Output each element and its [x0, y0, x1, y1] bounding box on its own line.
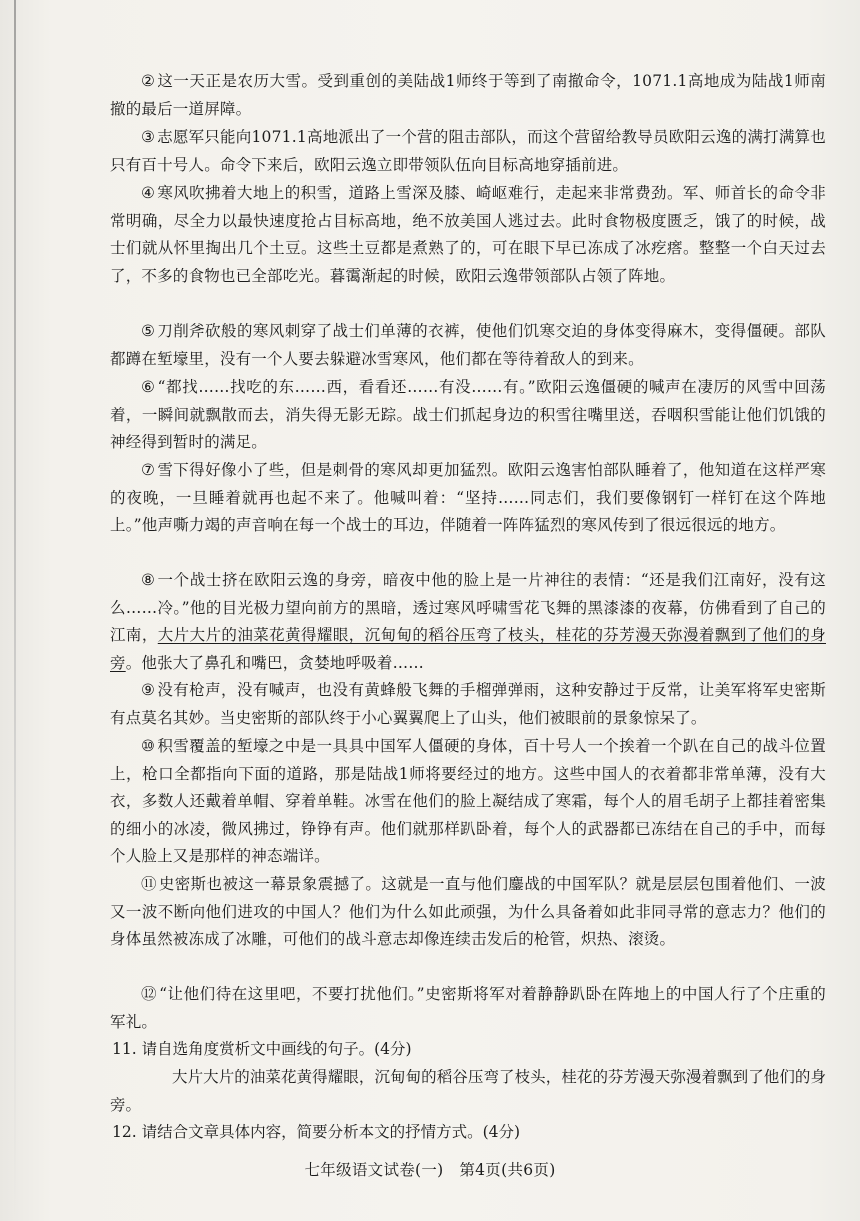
paragraph-text: 志愿军只能向1071.1高地派出了一个营的阻击部队，而这个营留给教导员欧阳云逸的满打满算也只有百十号人。命令下来后，欧阳云逸立即带领队伍向目标高地穿插前进。	[110, 128, 826, 174]
paragraph-text: 雪下得好像小了些，但是刺骨的寒风却更加猛烈。欧阳云逸害怕部队睡着了，他知道在这样严寒的夜晚，一旦睡着就再也起不来了。他喊叫着：“坚持……同志们，我们要像钢钉一样钉在这个阵地上。”他声嘶力竭的声音响在每一个战士的耳边，伴随着一阵阵猛烈的寒风传到了很远很远的地方。	[110, 461, 826, 534]
paragraph-text-before: 一个战士挤在欧阳云逸的身旁，暗夜中他的脸上是一片神往的表情：“还是我们江南好，没有这么……冷。”他的目光极力望向前方的黑暗，透过寒风呼啸雪花飞舞的黑漆漆的夜幕，仿佛看到了自己的江南，	[110, 571, 826, 644]
paragraph-number: ⑫	[141, 985, 158, 1003]
paragraph-3	[110, 124, 826, 179]
paragraph-2	[110, 68, 826, 123]
paragraph-number: ④	[141, 184, 156, 202]
paragraph-text: 刀削斧砍般的寒风刺穿了战士们单薄的衣裤，使他们饥寒交迫的身体变得麻木，变得僵硬。部队都蹲在堑壕里，没有一个人要去躲避冰雪寒风，他们都在等待着敌人的到来。	[110, 322, 826, 368]
paragraph-text: 这一天正是农历大雪。受到重创的美陆战1师终于等到了南撤命令，1071.1高地成为陆战1师南撤的最后一道屏障。	[110, 72, 826, 118]
paragraph-9	[110, 677, 826, 732]
question-11-label: 11. 请自选角度赏析文中画线的句子。(4分)	[112, 1040, 412, 1058]
paragraph-5	[110, 318, 826, 373]
paragraph-number: ⑩	[141, 737, 156, 755]
paragraph-text: 史密斯也被这一幕景象震撼了。这就是一直与他们鏖战的中国军队？就是层层包围着他们、一波又一波不断向他们进攻的中国人？他们为什么如此顽强，为什么具备着如此非同寻常的意志力？他们的身体虽然被冻成了冰雕，可他们的战斗意志却像连续击发后的枪管，炽热、滚烫。	[110, 875, 826, 948]
paragraph-text: 没有枪声，没有喊声，也没有黄蜂般飞舞的手榴弹弹雨，这种安静过于反常，让美军将军史密斯有点莫名其妙。当史密斯的部队终于小心翼翼爬上了山头，他们被眼前的景象惊呆了。	[110, 681, 826, 727]
paragraph-6	[110, 374, 826, 457]
paragraph-number: ⑧	[141, 571, 156, 589]
paragraph-4	[110, 180, 826, 290]
paragraph-text: “都找……找吃的东……西，看看还……有没……有。”欧阳云逸僵硬的喊声在凄厉的风雪中回荡着，一瞬间就飘散而去，消失得无影无踪。战士们抓起身边的积雪往嘴里送，吞咽积雪能让他们饥饿的神经得到暂时的满足。	[110, 378, 826, 451]
paragraph-text: 积雪覆盖的堑壕之中是一具具中国军人僵硬的身体，百十号人一个挨着一个趴在自己的战斗位置上，枪口全都指向下面的道路，那是陆战1师将要经过的地方。这些中国人的衣着都非常单薄，没有大衣，多数人还戴着单帽、穿着单鞋。冰雪在他们的脸上凝结成了寒霜，每个人的眉毛胡子上都挂着密集的细小的冰凌，微风拂过，铮铮有声。他们就那样趴卧着，每个人的武器都已冻结在自己的手中，而每个人脸上又是那样的神态端详。	[110, 737, 826, 865]
paragraph-number: ⑨	[141, 681, 156, 699]
paragraph-text: 寒风吹拂着大地上的积雪，道路上雪深及膝、崎岖难行，走起来非常费劲。军、师首长的命令非常明确，尽全力以最快速度抢占目标高地，绝不放美国人逃过去。此时食物极度匮乏，饿了的时候，战士们就从怀里掏出几个土豆。这些土豆都是煮熟了的，可在眼下早已冻成了冰疙瘩。整整一个白天过去了，不多的食物也已全部吃光。暮霭渐起的时候，欧阳云逸带领部队占领了阵地。	[110, 184, 826, 285]
question-11-quote: 大片大片的油菜花黄得耀眼，沉甸甸的稻谷压弯了枝头，桂花的芬芳漫天弥漫着飘到了他们的身旁。	[110, 1068, 826, 1114]
paragraph-number: ②	[141, 72, 156, 90]
paragraph-11	[110, 871, 826, 954]
paragraph-text-after: 。他张大了鼻孔和嘴巴，贪婪地呼吸着……	[125, 653, 425, 672]
paragraph-7	[110, 457, 826, 540]
paragraph-number: ③	[141, 128, 156, 146]
paragraph-number: ⑪	[141, 875, 157, 893]
paragraph-number: ⑤	[141, 322, 156, 340]
question-12-label: 12. 请结合文章具体内容，简要分析本文的抒情方式。(4分)	[112, 1123, 521, 1141]
paragraph-10	[110, 733, 826, 871]
page-footer: 七年级语文试卷(一) 第4页(共6页)	[304, 1161, 556, 1179]
paragraph-number: ⑦	[141, 461, 156, 479]
paragraph-number: ⑥	[141, 378, 156, 396]
paragraph-12	[110, 981, 826, 1036]
paragraph-text: “让他们待在这里吧，不要打扰他们。”史密斯将军对着静静趴卧在阵地上的中国人行了个庄重的军礼。	[110, 985, 827, 1031]
underlined-sentence: 大片大片的油菜花黄得耀眼，沉甸甸的稻谷压弯了枝头，桂花的芬芳漫天弥漫着飘到了他们的身旁	[110, 626, 826, 672]
paragraph-8	[110, 567, 826, 677]
